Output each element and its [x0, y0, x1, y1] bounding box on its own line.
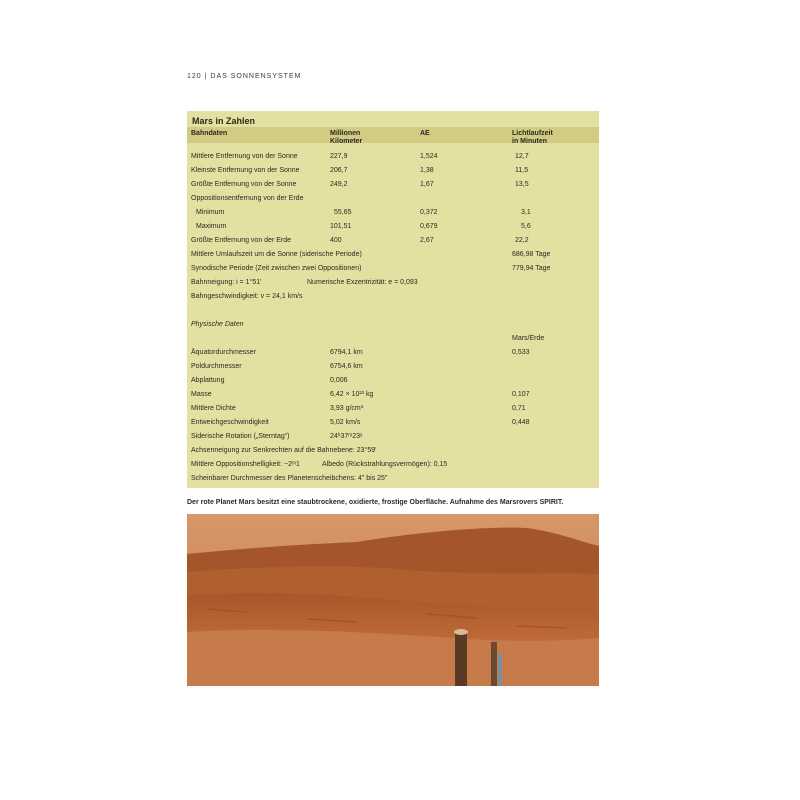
axis-tilt: Achsenneigung zur Senkrechten auf die Bahnebene: 23°59' — [191, 447, 377, 454]
physical-row-value: 6,42 × 10²³ kg — [330, 391, 374, 398]
physical-row-value: 24ʰ37ᵐ23ˢ — [330, 433, 363, 440]
orbit-row-min: 5,6 — [521, 223, 531, 230]
orbit-row-ae: 0,679 — [420, 223, 438, 230]
physical-row-label: Mittlere Dichte — [191, 405, 236, 412]
mars-earth-header: Mars/Erde — [512, 335, 545, 342]
apparent-diameter: Scheinbarer Durchmesser des Planetenscheibchens: 4" bis 25" — [191, 475, 388, 482]
physical-row-label: Äquatordurchmesser — [191, 349, 256, 356]
orbit-row-ae: 0,372 — [420, 209, 438, 216]
mars-landscape-image — [187, 514, 599, 686]
physical-row-ratio: 0,71 — [512, 405, 526, 412]
header-bahndaten: Bahndaten — [191, 130, 228, 137]
orbit-row-label: Größte Entfernung von der Erde — [191, 237, 291, 244]
orbit-row-km: 55,65 — [334, 209, 352, 216]
physical-row-label: Masse — [191, 391, 212, 398]
header-ae: AE — [420, 130, 430, 137]
header-km-line2: Kilometer — [330, 138, 363, 145]
orbit-row-km: 227,9 — [330, 153, 348, 160]
photo-caption: Der rote Planet Mars besitzt eine staubtrockene, oxidierte, frostige Oberfläche. Aufnahme des Marsrovers SPIRIT. — [187, 499, 564, 506]
orbit-row-min: 22,2 — [515, 237, 529, 244]
opposition-brightness: Mittlere Oppositionshelligkeit: −2ᵐ1 — [191, 461, 300, 468]
orbit-row-min: 13,5 — [515, 181, 529, 188]
orbit-row-km: 400 — [330, 237, 342, 244]
period-row-label: Mittlere Umlaufszeit um die Sonne (siderische Periode) — [191, 251, 362, 258]
period-row-value: 779,94 Tage — [512, 265, 551, 272]
albedo: Albedo (Rückstrahlungsvermögen): 0,15 — [322, 461, 448, 468]
orbit-row-label: Mittlere Entfernung von der Sonne — [191, 153, 298, 160]
orbit-row-label: Maximum — [196, 223, 227, 230]
box-title: Mars in Zahlen — [192, 116, 256, 126]
orbit-row-ae: 2,67 — [420, 237, 434, 244]
physical-row-value: 3,93 g/cm³ — [330, 405, 364, 412]
orbit-row-km: 206,7 — [330, 167, 348, 174]
mars-facts-box — [187, 111, 599, 488]
orbit-row-min: 3,1 — [521, 209, 531, 216]
orbit-row-ae: 1,38 — [420, 167, 434, 174]
period-row-value: 686,98 Tage — [512, 251, 551, 258]
mars-surface-photo — [187, 514, 599, 686]
physical-row-label: Abplattung — [191, 377, 225, 384]
physical-row-ratio: 0,533 — [512, 349, 530, 356]
orbit-row-ae: 1,524 — [420, 153, 438, 160]
physical-row-label: Siderische Rotation („Sterntag“) — [191, 433, 290, 440]
period-row-label: Synodische Periode (Zeit zwischen zwei Oppositionen) — [191, 265, 362, 272]
orbit-row-km: 249,2 — [330, 181, 348, 188]
physical-row-label: Poldurchmesser — [191, 363, 242, 370]
orbit-row-label: Minimum — [196, 209, 225, 216]
orbit-row-label: Oppositionsentfernung von der Erde — [191, 195, 304, 202]
orbit-row-label: Größte Entfernung von der Sonne — [191, 181, 297, 188]
eccentricity: Numerische Exzentrizität: e = 0,093 — [307, 279, 418, 286]
physical-heading: Physische Daten — [191, 321, 244, 328]
inclination: Bahnneigung: i = 1°51' — [191, 279, 262, 286]
header-light-line1: Lichtlaufzeit — [512, 130, 553, 137]
orbital-velocity: Bahngeschwindigkeit: v = 24,1 km/s — [191, 293, 303, 300]
physical-row-value: 5,02 km/s — [330, 419, 361, 426]
header-km-line1: Millionen — [330, 130, 361, 137]
running-head: 120 | DAS SONNENSYSTEM — [187, 73, 302, 80]
header-light-line2: in Minuten — [512, 138, 547, 145]
physical-row-ratio: 0,448 — [512, 419, 530, 426]
orbit-row-min: 11,5 — [515, 167, 529, 174]
orbit-row-ae: 1,67 — [420, 181, 434, 188]
orbit-row-km: 101,51 — [330, 223, 352, 230]
orbit-row-min: 12,7 — [515, 153, 529, 160]
physical-row-ratio: 0,107 — [512, 391, 530, 398]
physical-row-value: 0,006 — [330, 377, 348, 384]
physical-row-value: 6794,1 km — [330, 349, 363, 356]
orbit-row-label: Kleinste Entfernung von der Sonne — [191, 167, 300, 174]
physical-row-value: 6754,6 km — [330, 363, 363, 370]
physical-row-label: Entweichgeschwindigkeit — [191, 419, 269, 426]
